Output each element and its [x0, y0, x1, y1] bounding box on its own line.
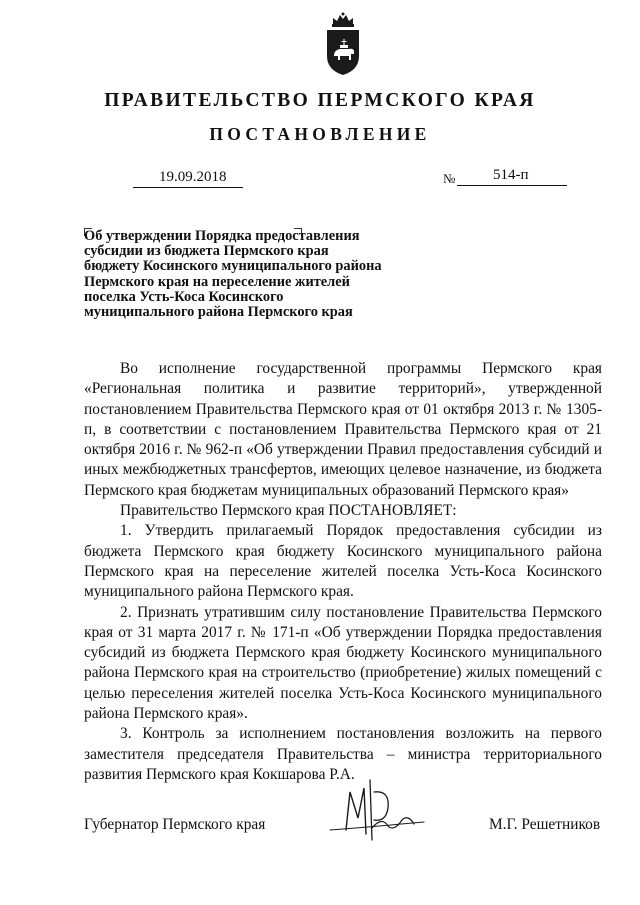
handwritten-signature-icon — [328, 770, 428, 845]
date-field — [133, 169, 243, 188]
subject-line: бюджету Косинского муниципального района — [84, 258, 382, 275]
resolves-paragraph: Правительство Пермского края ПОСТАНОВЛЯЕТ: — [120, 502, 457, 520]
item-paragraph-1: 1. Утвердить прилагаемый Порядок предоставления субсидии из бюджета Пермского края бюджету Косинского муниципального района Пермского края на переселение жителей поселка Усть-Коса Косинского муниципального района Пермского края. — [84, 522, 602, 601]
subject-line: Об утверждении Порядка предоставления — [84, 228, 360, 244]
government-title: ПРАВИТЕЛЬСТВО ПЕРМСКОГО КРАЯ — [104, 90, 536, 111]
document-subject — [84, 229, 414, 320]
document-number: 514-п — [493, 167, 529, 183]
subject-line: муниципального района Пермского края — [84, 304, 353, 321]
document-body — [84, 359, 602, 785]
coat-of-arms-icon — [325, 12, 361, 76]
signatory-name: М.Г. Решетников — [489, 816, 601, 833]
subject-line: Пермского края на переселение жителей — [84, 273, 350, 290]
document-date: 19.09.2018 — [159, 169, 227, 185]
document-type-title: ПОСТАНОВЛЕНИЕ — [209, 124, 431, 144]
signatory-position: Губернатор Пермского края — [84, 816, 266, 833]
intro-paragraph: Во исполнение государственной программы Пермского края «Региональная политика и развитие территорий», утвержденной постановлением Правительства Пермского края от 01 октября 2013 г. № 1305-п, в соответствии с постановлением Правительства Пермского края от 21 октября 2016 г. № 962-п «Об утверждении Правил предоставления субсидий и иных межбюджетных трансфертов, имеющих целевое назначение, из бюджета Пермского края бюджетам муниципальных образований Пермского края» — [84, 360, 602, 499]
number-sign: № — [443, 171, 456, 186]
item-paragraph-2: 2. Признать утратившим силу постановление Правительства Пермского края от 31 марта 2017 г. № 171-п «Об утверждении Порядка предоставления субсидий из бюджета Пермского края бюджету Косинского муниципального района Пермского края на строительство (приобретение) жилых помещений с целью переселения жителей поселка Усть-Коса Косинского муниципального района Пермского края». — [84, 603, 602, 723]
subject-line: поселка Усть-Коса Косинского — [84, 288, 284, 305]
subject-line: субсидии из бюджета Пермского края — [84, 243, 329, 260]
item-paragraph-3: 3. Контроль за исполнением постановления возложить на первого заместителя председателя Правительства – министра территориального развития Пермского края Кокшарова Р.А. — [84, 725, 602, 783]
number-field — [457, 167, 567, 186]
